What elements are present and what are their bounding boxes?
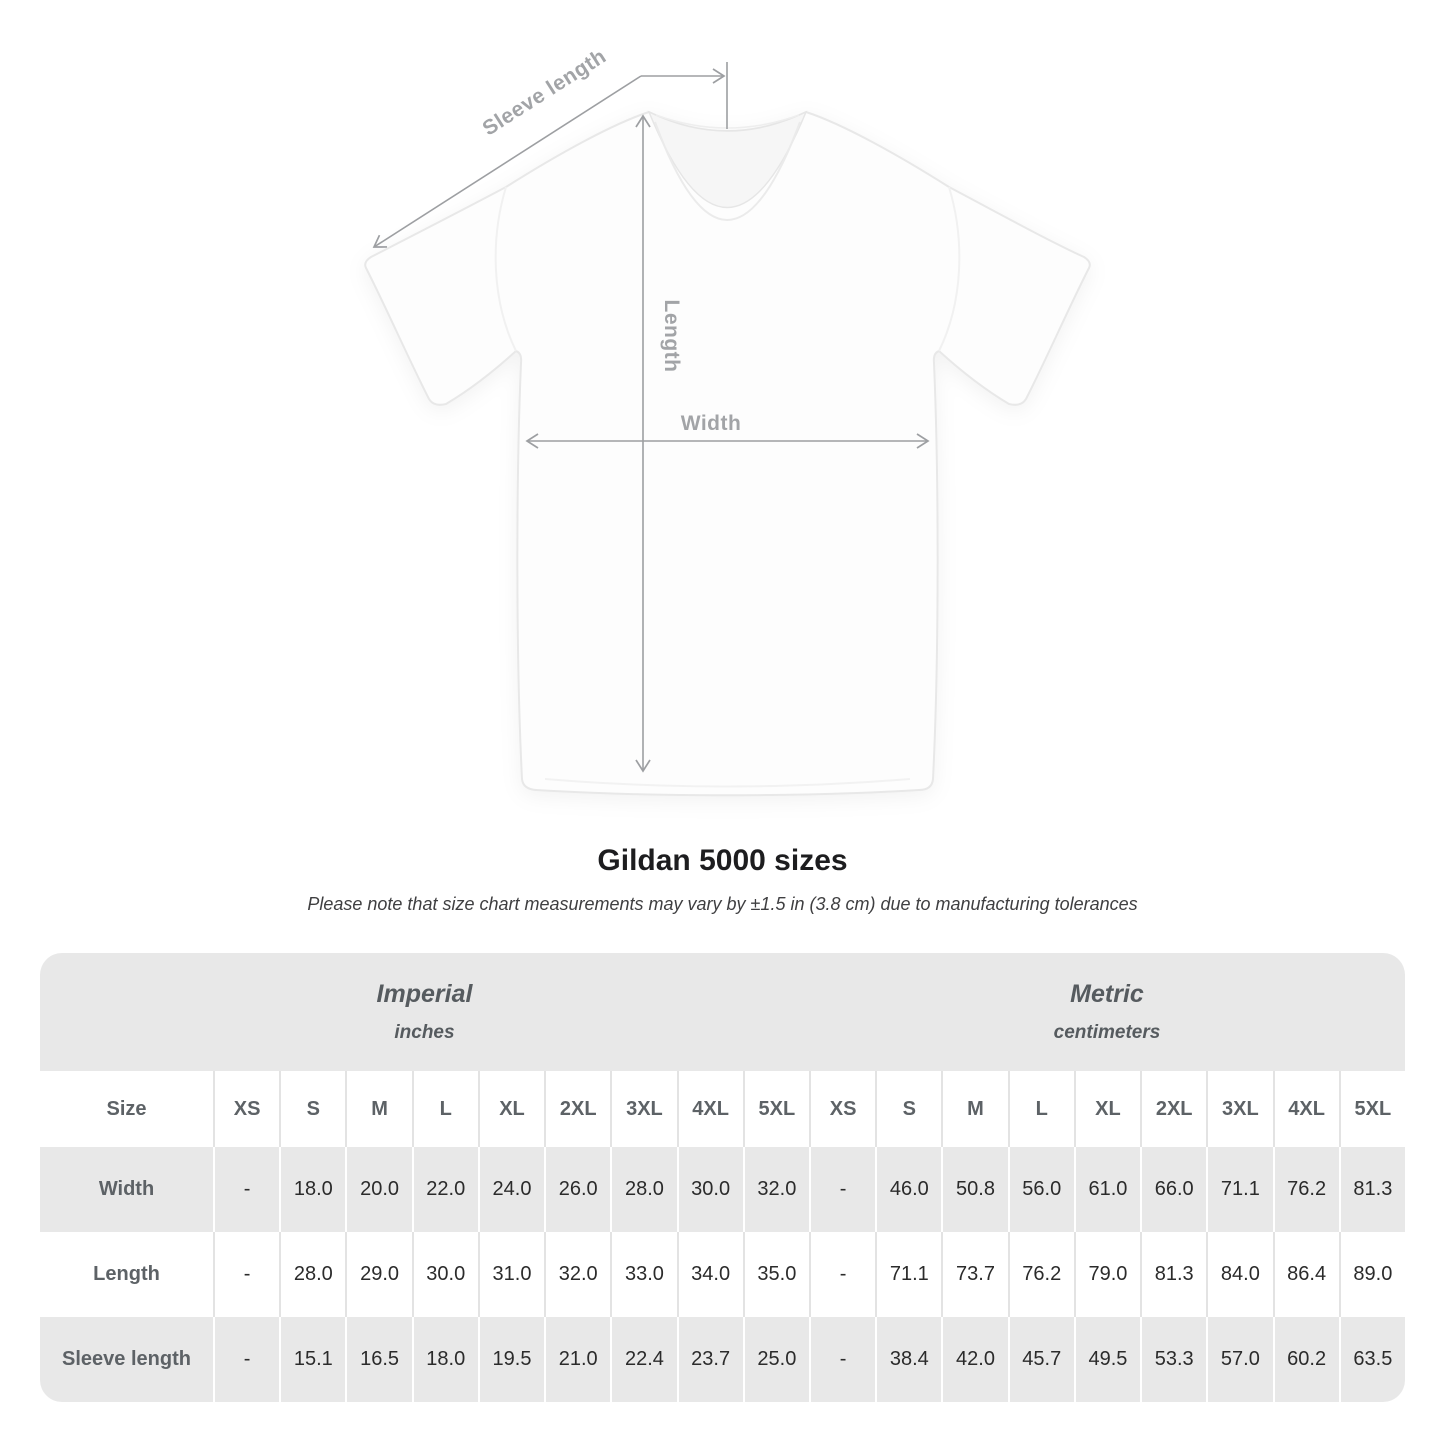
value-cell: 61.0 (1074, 1147, 1140, 1232)
sleeve-length-label: Sleeve length (478, 44, 611, 141)
value-cell: 79.0 (1074, 1232, 1140, 1317)
value-cell: 34.0 (677, 1232, 743, 1317)
value-cell: 28.0 (610, 1147, 676, 1232)
value-cell: 18.0 (279, 1147, 345, 1232)
value-cell: 46.0 (875, 1147, 941, 1232)
value-cell: 81.3 (1140, 1232, 1206, 1317)
value-cell: 49.5 (1074, 1317, 1140, 1402)
size-col-header: M (345, 1071, 411, 1147)
value-cell: - (213, 1232, 279, 1317)
row-label-sleeve-length: Sleeve length (40, 1317, 213, 1402)
value-cell: 25.0 (743, 1317, 809, 1402)
value-cell: - (213, 1147, 279, 1232)
value-cell: 19.5 (478, 1317, 544, 1402)
size-col-header: XL (1074, 1071, 1140, 1147)
imperial-group-header (40, 953, 809, 1071)
value-cell: 23.7 (677, 1317, 743, 1402)
value-cell: 20.0 (345, 1147, 411, 1232)
imperial-label: Imperial (376, 980, 473, 1008)
tshirt-illustration (365, 112, 1090, 795)
value-cell: 60.2 (1273, 1317, 1339, 1402)
length-row (40, 1232, 1405, 1317)
value-cell: 33.0 (610, 1232, 676, 1317)
unit-group-row (40, 953, 1405, 1071)
value-cell: 32.0 (544, 1232, 610, 1317)
size-table-grid (40, 953, 1405, 1402)
page-title: Gildan 5000 sizes (597, 844, 848, 877)
tolerance-note: Please note that size chart measurements may vary by ±1.5 in (3.8 cm) due to manufacturing tolerances (307, 894, 1138, 914)
value-cell: 16.5 (345, 1317, 411, 1402)
value-cell: 30.0 (412, 1232, 478, 1317)
value-cell: - (809, 1147, 875, 1232)
value-cell: 76.2 (1273, 1147, 1339, 1232)
value-cell: - (809, 1317, 875, 1402)
value-cell: 28.0 (279, 1232, 345, 1317)
width-label: Width (680, 412, 742, 435)
value-cell: 73.7 (941, 1232, 1007, 1317)
size-col-header: S (279, 1071, 345, 1147)
value-cell: 71.1 (875, 1232, 941, 1317)
size-col-header: L (1008, 1071, 1074, 1147)
size-col-header: 4XL (677, 1071, 743, 1147)
value-cell: 15.1 (279, 1317, 345, 1402)
value-cell: 50.8 (941, 1147, 1007, 1232)
size-col-header: 2XL (1140, 1071, 1206, 1147)
value-cell: 29.0 (345, 1232, 411, 1317)
value-cell: 18.0 (412, 1317, 478, 1402)
metric-group-header (809, 953, 1405, 1071)
sleeve-length-row (40, 1317, 1405, 1402)
value-cell: 38.4 (875, 1317, 941, 1402)
size-col-header: L (412, 1071, 478, 1147)
size-col-header: 5XL (1339, 1071, 1405, 1147)
value-cell: 42.0 (941, 1317, 1007, 1402)
size-col-header: XS (809, 1071, 875, 1147)
imperial-unit-label: inches (394, 1022, 455, 1043)
value-cell: 45.7 (1008, 1317, 1074, 1402)
size-col-header: 3XL (610, 1071, 676, 1147)
value-cell: 32.0 (743, 1147, 809, 1232)
value-cell: 86.4 (1273, 1232, 1339, 1317)
tshirt-outline (365, 112, 1090, 795)
width-row (40, 1147, 1405, 1232)
size-col-header: 2XL (544, 1071, 610, 1147)
value-cell: 21.0 (544, 1317, 610, 1402)
size-col-header: S (875, 1071, 941, 1147)
value-cell: - (809, 1232, 875, 1317)
size-col-header: XS (213, 1071, 279, 1147)
value-cell: 24.0 (478, 1147, 544, 1232)
value-cell: 56.0 (1008, 1147, 1074, 1232)
size-col-header: M (941, 1071, 1007, 1147)
size-table (40, 953, 1405, 1402)
value-cell: 53.3 (1140, 1317, 1206, 1402)
value-cell: 84.0 (1206, 1232, 1272, 1317)
value-cell: 22.0 (412, 1147, 478, 1232)
value-cell: 81.3 (1339, 1147, 1405, 1232)
size-corner-header: Size (40, 1071, 213, 1147)
value-cell: 57.0 (1206, 1317, 1272, 1402)
value-cell: 63.5 (1339, 1317, 1405, 1402)
metric-label: Metric (1070, 980, 1144, 1008)
value-cell: 89.0 (1339, 1232, 1405, 1317)
row-label-length: Length (40, 1232, 213, 1317)
metric-unit-label: centimeters (1053, 1022, 1161, 1043)
size-col-header: 5XL (743, 1071, 809, 1147)
size-col-header: XL (478, 1071, 544, 1147)
size-header-row (40, 1071, 1405, 1147)
length-label: Length (660, 299, 683, 373)
size-col-header: 4XL (1273, 1071, 1339, 1147)
value-cell: 22.4 (610, 1317, 676, 1402)
size-col-header: 3XL (1206, 1071, 1272, 1147)
value-cell: 35.0 (743, 1232, 809, 1317)
value-cell: 31.0 (478, 1232, 544, 1317)
value-cell: 66.0 (1140, 1147, 1206, 1232)
value-cell: 76.2 (1008, 1232, 1074, 1317)
value-cell: 71.1 (1206, 1147, 1272, 1232)
value-cell: 30.0 (677, 1147, 743, 1232)
value-cell: - (213, 1317, 279, 1402)
value-cell: 26.0 (544, 1147, 610, 1232)
row-label-width: Width (40, 1147, 213, 1232)
